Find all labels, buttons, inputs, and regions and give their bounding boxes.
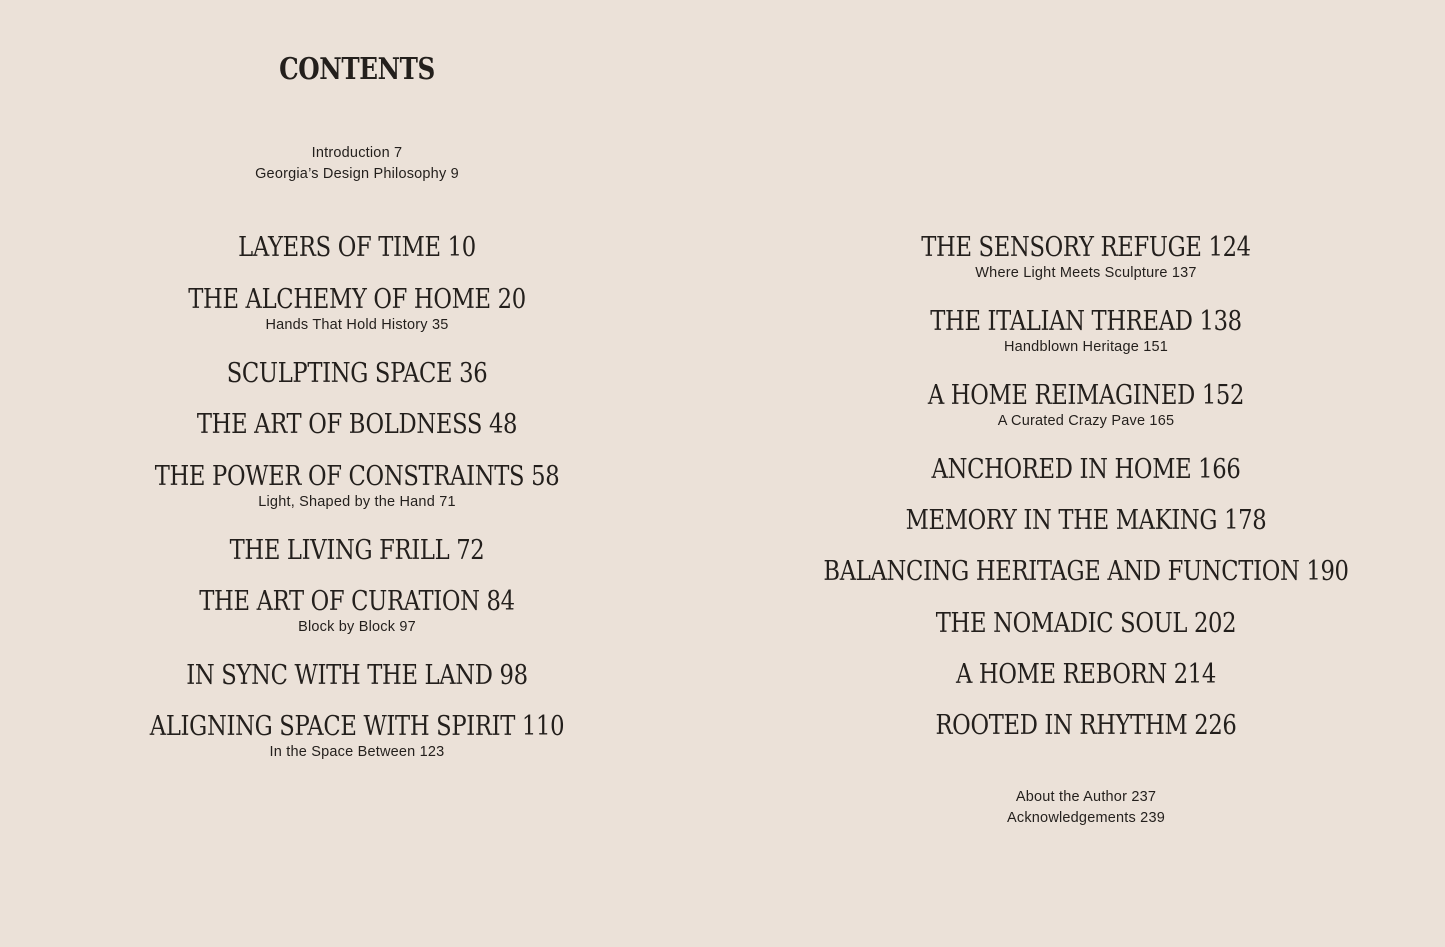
- contents-title: CONTENTS: [279, 52, 435, 87]
- chapter-title: ALIGNING SPACE WITH SPIRIT 110: [149, 711, 565, 742]
- chapter-title: THE NOMADIC SOUL 202: [935, 608, 1237, 639]
- toc-entry: [722, 233, 1445, 282]
- chapter-title: THE LIVING FRILL 72: [229, 535, 485, 566]
- chapter-title: THE SENSORY REFUGE 124: [921, 232, 1251, 263]
- toc-entry: [0, 587, 714, 636]
- back-matter: [722, 787, 1445, 829]
- toc-entry: [0, 462, 714, 511]
- toc-entry: [0, 536, 714, 566]
- toc-entry: [0, 410, 714, 440]
- front-matter-introduction: Introduction 7: [311, 145, 403, 161]
- chapter-title: A HOME REBORN 214: [956, 659, 1216, 690]
- toc-entry: [722, 557, 1445, 587]
- toc-entry: [0, 712, 714, 761]
- toc-entry: [722, 381, 1445, 430]
- sub-entry: Where Light Meets Sculpture 137: [975, 265, 1197, 281]
- sub-entry: Hands That Hold History 35: [265, 317, 449, 333]
- front-matter-design-philosophy: Georgia’s Design Philosophy 9: [255, 166, 459, 182]
- chapter-title: IN SYNC WITH THE LAND 98: [186, 660, 528, 691]
- sub-entry: A Curated Crazy Pave 165: [997, 413, 1175, 429]
- chapter-title: A HOME REIMAGINED 152: [927, 380, 1245, 411]
- toc-entry: [722, 506, 1445, 536]
- toc-entry: [0, 285, 714, 334]
- right-page: [722, 0, 1445, 947]
- sub-entry: In the Space Between 123: [269, 744, 445, 760]
- sub-entry: Light, Shaped by the Hand 71: [258, 494, 456, 510]
- sub-entry: Handblown Heritage 151: [1003, 339, 1168, 355]
- toc-entry: [0, 233, 714, 263]
- left-page: [0, 0, 722, 947]
- sub-entry: Block by Block 97: [298, 619, 416, 635]
- chapter-title: LAYERS OF TIME 10: [238, 232, 476, 263]
- chapter-title: MEMORY IN THE MAKING 178: [905, 505, 1267, 536]
- chapter-title: THE POWER OF CONSTRAINTS 58: [154, 461, 560, 492]
- chapter-title: THE ART OF CURATION 84: [199, 586, 515, 617]
- toc-entry: [722, 660, 1445, 690]
- front-matter: [0, 143, 714, 185]
- chapter-title: THE ITALIAN THREAD 138: [930, 306, 1242, 337]
- chapter-title: ROOTED IN RHYTHM 226: [935, 710, 1237, 741]
- back-matter-about-author: About the Author 237: [1015, 789, 1157, 805]
- toc-entry: [722, 455, 1445, 485]
- chapter-title: ANCHORED IN HOME 166: [931, 454, 1241, 485]
- toc-entry: [0, 661, 714, 691]
- chapter-title: THE ALCHEMY OF HOME 20: [188, 284, 526, 315]
- toc-entry: [722, 609, 1445, 639]
- chapter-title: THE ART OF BOLDNESS 48: [196, 409, 518, 440]
- back-matter-acknowledgements: Acknowledgements 239: [1007, 810, 1165, 826]
- chapter-title: SCULPTING SPACE 36: [226, 358, 488, 389]
- chapter-title: BALANCING HERITAGE AND FUNCTION 190: [823, 556, 1349, 587]
- toc-entry: [722, 307, 1445, 356]
- toc-entry: [0, 359, 714, 389]
- toc-entry: [722, 711, 1445, 741]
